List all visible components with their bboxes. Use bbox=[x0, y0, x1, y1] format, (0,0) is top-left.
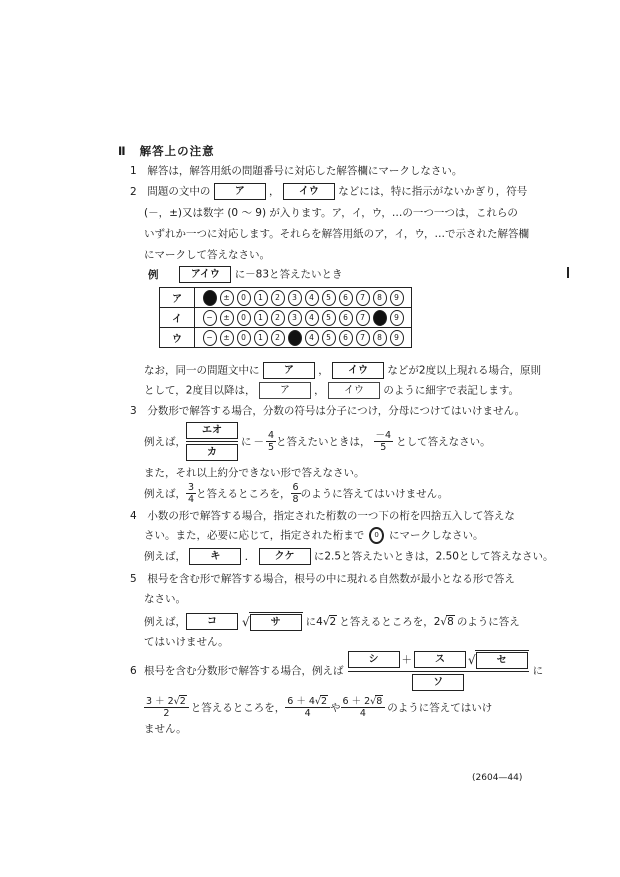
bubble-icon: ± bbox=[220, 310, 234, 326]
bubble-icon: 0 bbox=[237, 290, 251, 306]
bubble-icon: 7 bbox=[356, 310, 370, 326]
answer-sheet-row-label: ウ bbox=[160, 328, 195, 348]
bubble-icon: 1 bbox=[254, 290, 268, 306]
bubble-icon: 4 bbox=[305, 290, 319, 306]
item-2-example: 例 アイウ に－83と答えたいとき bbox=[144, 266, 343, 283]
item-2-line-3: いずれか一つに対応します。それらを解答用紙のア，イ，ウ，…で示された解答欄 bbox=[144, 228, 530, 240]
filled-bubble-icon: 8 bbox=[373, 310, 387, 326]
answer-box-so: ソ bbox=[412, 674, 464, 691]
answer-box-ka: カ bbox=[186, 444, 238, 461]
bubble-icon: 0 bbox=[237, 310, 251, 326]
bubble-icon: 7 bbox=[356, 290, 370, 306]
fraction-4-5: $\frac{4}{5}$ bbox=[268, 430, 275, 453]
bubble-icon: 9 bbox=[390, 330, 404, 346]
section-heading bbox=[118, 143, 215, 159]
bubble-icon: 5 bbox=[322, 330, 336, 346]
answer-box-eo: エオ bbox=[186, 422, 238, 439]
item-2-note-2: として，2度目以降は， ア ， イウ のように細字で表記します。 bbox=[144, 382, 519, 399]
item-6-line-1: 6 根号を含む分数形で解答する場合，例えば シ ＋ ス √ セ ソ に bbox=[130, 650, 543, 691]
note-box-iu: イウ bbox=[332, 362, 384, 379]
answer-sheet-row bbox=[160, 328, 412, 348]
radical-icon: √ bbox=[242, 614, 250, 629]
bubble-icon: 2 bbox=[271, 290, 285, 306]
section-title: 解答上の注意 bbox=[139, 144, 215, 158]
item-3-example-2: 例えば， $\frac{3}{4}$ と答えるところを， $\frac{6}{8}$ のように答えてはいけません。 bbox=[144, 482, 449, 505]
answer-box-aiu: アイウ bbox=[179, 266, 231, 283]
bubble-icon: 4 bbox=[305, 330, 319, 346]
note-box-a: ア bbox=[263, 362, 315, 379]
section-mark: Ⅱ bbox=[118, 144, 127, 158]
answer-box-ki: キ bbox=[189, 548, 241, 565]
answer-sheet-bubbles bbox=[195, 288, 412, 308]
filled-bubble-icon: − bbox=[203, 290, 217, 306]
answer-sheet-bubbles bbox=[195, 308, 412, 328]
fraction-3p2r2-over-2: $\frac{3 + 2√2}{2}$ bbox=[144, 695, 189, 719]
item-5-line-2: なさい。 bbox=[144, 593, 186, 605]
item-1-text: 解答は，解答用紙の問題番号に対応した解答欄にマークしなさい。 bbox=[147, 165, 463, 177]
bubble-icon: 9 bbox=[390, 310, 404, 326]
bubble-icon: 8 bbox=[373, 290, 387, 306]
item-2-line-2: (－，±)又は数字 (0 ～ 9) が入ります。ア，イ，ウ，…の一つ一つは，これらの bbox=[144, 207, 518, 219]
bubble-icon: ± bbox=[220, 330, 234, 346]
bubble-icon: 1 bbox=[254, 330, 268, 346]
bubble-icon: 3 bbox=[288, 290, 302, 306]
item-1: 1 解答は，解答用紙の問題番号に対応した解答欄にマークしなさい。 bbox=[130, 165, 463, 177]
bubble-icon: 3 bbox=[288, 310, 302, 326]
page-code: (2604—44) bbox=[472, 773, 523, 783]
margin-mark bbox=[567, 267, 569, 278]
item-2-note-1: なお，同一の問題文中に ア ， イウ などが2度以上現れる場合，原則 bbox=[144, 362, 541, 379]
bubble-icon: 7 bbox=[356, 330, 370, 346]
bubble-icon: 4 bbox=[305, 310, 319, 326]
item-5-line-1: 5 根号を含む形で解答する場合，根号の中に現れる自然数が最小となる形で答え bbox=[130, 573, 515, 585]
answer-box-shi: シ bbox=[348, 651, 400, 668]
box-fraction-eo-ka bbox=[186, 422, 238, 461]
answer-sheet-row bbox=[160, 308, 412, 328]
note-thin-box-iu: イウ bbox=[328, 382, 380, 399]
bubble-icon: 2 bbox=[271, 330, 285, 346]
bubble-icon: 1 bbox=[254, 310, 268, 326]
item-5-example: 例えば， コ √ サ に 4 √ 2 と答えるところを， 2 √ 8 のように答え bbox=[144, 612, 520, 631]
fraction-6-8: $\frac{6}{8}$ bbox=[292, 482, 299, 505]
answer-box-sa: サ bbox=[250, 614, 302, 631]
answer-box-iu: イウ bbox=[283, 183, 335, 200]
bubble-icon: 2 bbox=[271, 310, 285, 326]
answer-sheet-row bbox=[160, 288, 412, 308]
item-4-line-1: 4 小数の形で解答する場合，指定された桁数の一つ下の桁を四捨五入して答えな bbox=[130, 510, 515, 522]
answer-sheet-row-label: イ bbox=[160, 308, 195, 328]
bubble-icon: − bbox=[203, 310, 217, 326]
note-thin-box-a: ア bbox=[259, 382, 311, 399]
item-4-example: 例えば， キ ． クケ に2.5と答えたいときは，2.50として答えなさい。 bbox=[144, 548, 553, 565]
zero-bubble-icon: 0 bbox=[369, 527, 384, 544]
box-fraction-root: シ ＋ ス √ セ ソ bbox=[348, 650, 529, 691]
answer-sheet-bubbles bbox=[195, 328, 412, 348]
answer-box-a: ア bbox=[214, 183, 266, 200]
answer-box-su: ス bbox=[414, 651, 466, 668]
bubble-icon: 5 bbox=[322, 310, 336, 326]
bubble-icon: − bbox=[203, 330, 217, 346]
item-6-line-3: ません。 bbox=[144, 723, 187, 735]
item-3-example: 例えば， エオ カ に － $\frac{4}{5}$ と答えたいときは， $\frac{-4}{5}$ として答えなさい。 bbox=[144, 422, 491, 461]
bubble-icon: 6 bbox=[339, 310, 353, 326]
fraction-6p2r8-over-4: $\frac{6 + 2√8}{4}$ bbox=[341, 695, 386, 719]
answer-box-se: セ bbox=[476, 652, 528, 669]
item-2-line-1: 2 問題の文中の ア ， イウ などには，特に指示がないかぎり，符号 bbox=[130, 183, 527, 200]
answer-sheet-example bbox=[159, 287, 412, 348]
fraction-neg4-5: $\frac{-4}{5}$ bbox=[375, 430, 392, 453]
answer-sheet-row-label: ア bbox=[160, 288, 195, 308]
bubble-icon: 5 bbox=[322, 290, 336, 306]
bubble-icon: ± bbox=[220, 290, 234, 306]
item-4-line-2: さい。また，必要に応じて，指定された桁まで 0 にマークしなさい。 bbox=[144, 527, 483, 544]
example-label: 例 bbox=[148, 268, 159, 281]
bubble-icon: 6 bbox=[339, 330, 353, 346]
bubble-icon: 6 bbox=[339, 290, 353, 306]
bubble-icon: 8 bbox=[373, 330, 387, 346]
item-5-line-4: てはいけません。 bbox=[144, 636, 229, 648]
fraction-6p4r2-over-4: $\frac{6 + 4√2}{4}$ bbox=[285, 695, 330, 719]
fraction-3-4: $\frac{3}{4}$ bbox=[188, 482, 195, 505]
answer-box-ko: コ bbox=[186, 613, 238, 630]
answer-box-kuke: クケ bbox=[259, 548, 311, 565]
item-2-line-4: にマークして答えなさい。 bbox=[144, 249, 270, 261]
bubble-icon: 9 bbox=[390, 290, 404, 306]
filled-bubble-icon: 3 bbox=[288, 330, 302, 346]
item-3-line-1: 3 分数形で解答する場合，分数の符号は分子につけ，分母につけてはいけません。 bbox=[130, 405, 526, 417]
item-3-line-3: また，それ以上約分できない形で答えなさい。 bbox=[144, 467, 365, 479]
item-6-line-2: $\frac{3 + 2√2}{2}$ と答えるところを， $\frac{6 + 4√2}{4}$ や $\frac{6 + 2√8}{4}$ のように答えてはいけ bbox=[146, 696, 493, 719]
bubble-icon: 0 bbox=[237, 330, 251, 346]
